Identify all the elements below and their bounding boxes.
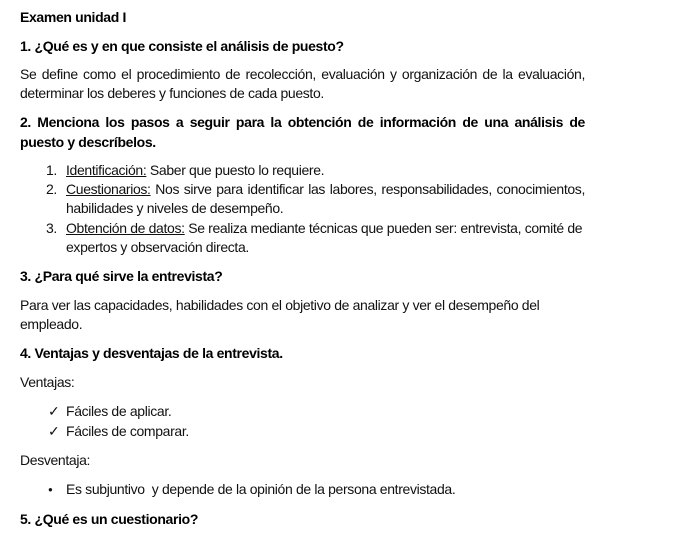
step-term: Identificación:	[66, 162, 147, 178]
step-term: Cuestionarios:	[66, 181, 151, 197]
question-1: 1. ¿Qué es y en que consiste el análisis de puesto?	[20, 38, 344, 54]
question-5: 5. ¿Qué es un cuestionario?	[20, 511, 199, 527]
list-number: 2.	[46, 181, 57, 197]
list-item	[46, 402, 585, 421]
list-item	[46, 161, 585, 180]
disadvantages-label: Desventaja:	[20, 452, 91, 468]
list-number: 1.	[46, 162, 57, 178]
question-3: 3. ¿Para qué sirve la entrevista?	[20, 268, 223, 284]
list-number: 3.	[46, 220, 57, 236]
answer-1: Se define como el procedimiento de recolección, evaluación y organización de la evaluación, determinar los deberes y funciones de cada puesto.	[20, 66, 585, 101]
list-item	[46, 219, 585, 258]
advantage-text: Fáciles de aplicar.	[66, 403, 172, 419]
checkmark-icon: ✓	[48, 403, 60, 419]
list-item	[46, 180, 585, 219]
list-item	[46, 480, 585, 499]
question-4: 4. Ventajas y desventajas de la entrevista.	[20, 345, 283, 361]
checkmark-icon: ✓	[48, 423, 60, 439]
question-2: 2. Menciona los pasos a seguir para la obtención de información de una análisis de puesto y descríbelos.	[20, 114, 585, 150]
bullet-icon: ●	[48, 485, 53, 494]
disadvantage-text: Es subjuntivo y depende de la opinión de la persona entrevistada.	[66, 481, 456, 497]
step-text: Saber que puesto lo requiere.	[146, 162, 325, 178]
step-text: Nos sirve para identificar las labores, responsabilidades, conocimientos, habilidades y niveles de desempeño.	[66, 181, 585, 217]
step-text: Se realiza mediante técnicas que pueden ser: entrevista, comité de expertos y observación directa.	[66, 220, 583, 256]
document-title: Examen unidad I	[20, 9, 126, 25]
answer-3: Para ver las capacidades, habilidades con el objetivo de analizar y ver el desempeño del empleado.	[20, 297, 540, 332]
list-item	[46, 422, 585, 441]
step-term: Obtención de datos:	[66, 220, 185, 236]
advantages-label: Ventajas:	[20, 374, 75, 390]
advantage-text: Fáciles de comparar.	[66, 423, 189, 439]
